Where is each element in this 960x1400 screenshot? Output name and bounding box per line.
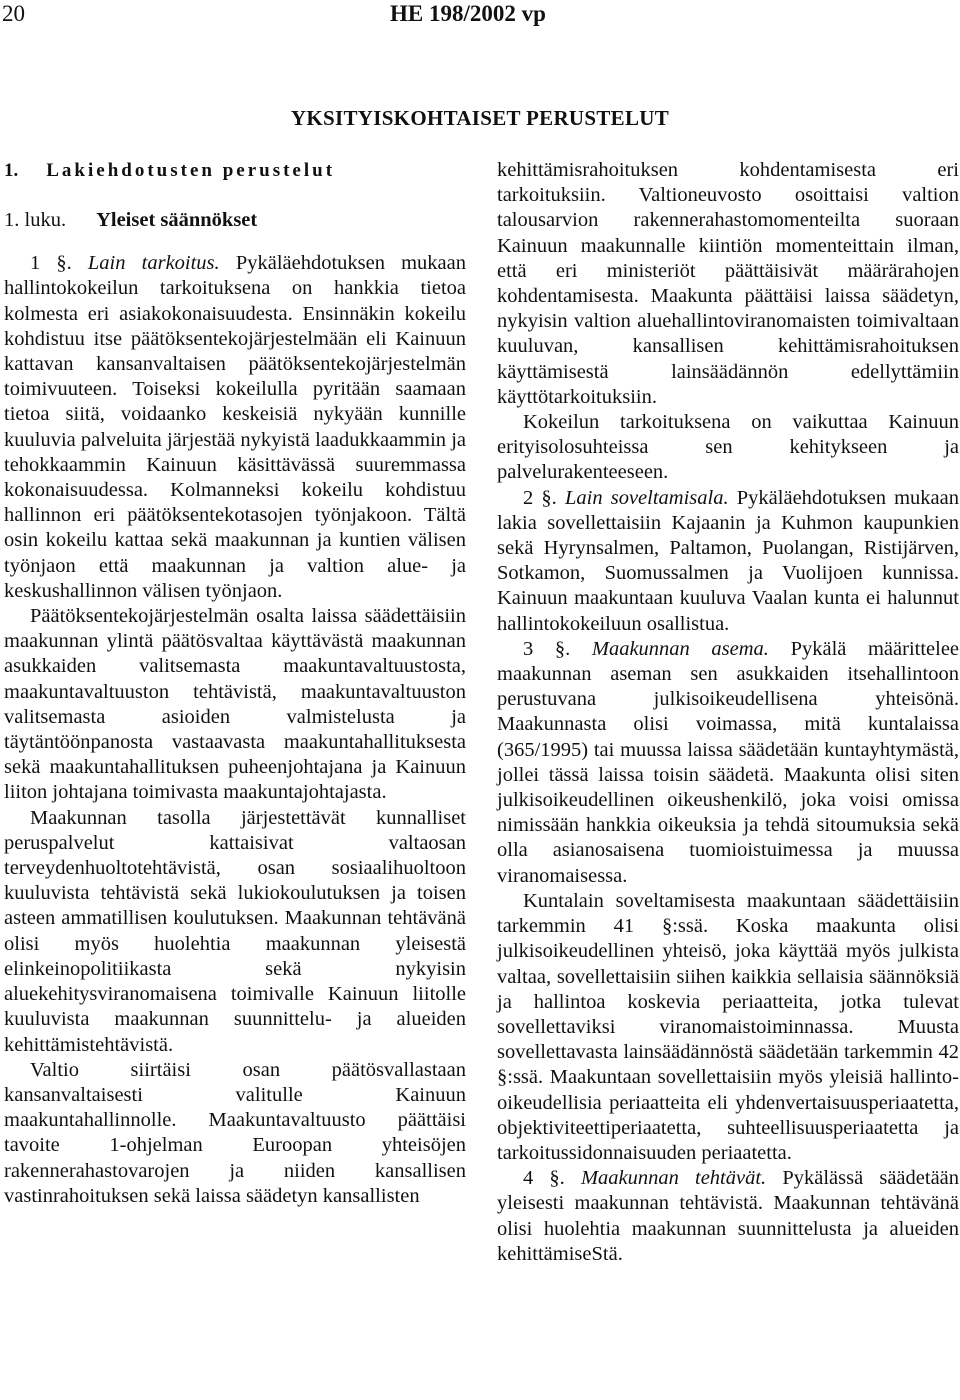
section-title: YKSITYISKOHTAISET PERUSTELUT	[290, 106, 670, 130]
paragraph: Päätöksentekojärjestelmän osalta laissa säädettäisiin maakunnan ylintä päätösvaltaa käyttävästä maakunnan asukkaiden valitsemasta maakuntavaltuustosta, maakuntavaltuuston tehtävistä, maakuntavaltuuston valitsemasta asioiden valmistelusta ja täytäntöönpanosta vastaavasta maakuntahallituksesta sekä maakuntahallituksen puheenjohtajana ja Kainuun liiton johtajana toimivasta maakuntajohtajasta.	[4, 605, 466, 804]
paragraph-section-4	[497, 1166, 959, 1267]
paragraph-text: Pykälässä säädetään yleisesti maakunnan tehtävistä. Maakunnan tehtävänä olisi huolehtia maakunnan suunnittelusta ja alueiden kehittämiseStä.	[497, 1167, 960, 1265]
luku-heading	[4, 208, 466, 233]
paragraph-section-3	[497, 637, 959, 889]
section-title-italic: Lain soveltamisala.	[564, 486, 729, 509]
section-number: 1 §.	[30, 252, 72, 275]
chapter-heading	[4, 158, 466, 183]
section-number: 3 §.	[523, 637, 571, 660]
paragraph-section-2	[497, 486, 959, 637]
document-reference: HE 198/2002 vp	[390, 1, 546, 26]
page-header	[0, 0, 960, 34]
luku-label: 1. luku.	[4, 209, 67, 231]
paragraph: Kokeilun tarkoituksena on vaikuttaa Kainuun erityisolosuhteissa sen kehitykseen ja palvelurakenteeseen.	[497, 411, 959, 484]
left-column	[4, 158, 466, 1209]
section-title-italic: Maakunnan tehtävät.	[580, 1167, 767, 1190]
luku-title: Yleiset säännökset	[96, 209, 258, 231]
chapter-title: Lakiehdotusten perustelut	[46, 160, 336, 181]
section-title-italic: Lain tarkoitus.	[87, 252, 220, 275]
paragraph-text: Pykäläehdotuksen mukaan hallintokokeilun tarkoituksena on hankkia tietoa kolmesta eri asiakokonaisuudesta. Ensinnäkin kokeilu kohdistuu itse päätöksentekojärjestelmään eli Kainuun kattavan kansanvaltaisen päätöksentekojärjestelmän toimivuuteen. Toiseksi kokeilulla pyritään saamaan tietoa siitä, voidaanko keskeisiä nykyään kunnille kuuluvia palveluita järjestää nykyistä laadukkaammin ja tehokkaammin Kainuun käsittävässä suuremmassa kokonaisuudessa. Kolmanneksi kokeilu kohdistuu hallinnon eri päätöksentekotasojen työnjakoon. Tältä osin kokeilu kattaa sekä maakunnan ja kuntien välisen työnjaon että maakunnan ja valtion alue- ja keskushallinnon välisen työnjaon.	[4, 252, 467, 602]
section-title-italic: Maakunnan asema.	[591, 637, 769, 660]
paragraph: Kuntalain soveltamisesta maakuntaan säädettäisiin tarkemmin 41 §:ssä. Koska maakunta olisi julkisoikeudellinen yhteisö, joka käyttää myös julkista valtaa, sovellettaisiin siihen kaikkia sellaisia säännöksiä ja hallintoa koskevia periaatteita, jotka tulevat sovellettaviksi viranomaistoiminnassa. Muusta sovellettavasta lainsäädännöstä säädetään tarkemmin 42 §:ssä. Maakuntaan sovellettaisiin myös yleisiä hallinto-oikeudellisia periaatteita eli yhdenvertaisuusperiaatetta, objektiviteettiperiaatetta, suhteellisuusperiaatetta ja tarkoitussidonnaisuuden periaatetta.	[497, 889, 959, 1164]
paragraph-text: Pykäläehdotuksen mukaan lakia sovellettaisiin Kajaanin ja Kuhmon kaupunkien sekä Hyrynsalmen, Paltamon, Puolangan, Ristijärven, Sotkamon, Suomussalmen ja Vuolijoen kunnissa. Kainuun maakuntaan kuuluva Vaalan kunta ei halunnut hallintokokeiluun osallistua.	[497, 486, 960, 635]
paragraph: Maakunnan tasolla järjestettävät kunnalliset peruspalvelut kattaisivat valtaosan terveydenhuoltotehtävistä, osan sosiaalihuoltoon kuuluvista tehtävistä sekä lukiokoulutuksen ja toisen asteen ammatillisen koulutuksen. Maakunnan tehtävänä olisi myös huolehtia maakunnan yleisestä elinkeinopolitiikasta sekä nykyisin aluekehitysviranomaisena toimivalle Kainuun liitolle kuuluvista maakunnan suunnittelu- ja alueiden kehittämistehtävistä.	[4, 806, 466, 1056]
page-number: 20	[2, 1, 25, 26]
paragraph: Valtio siirtäisi osan päätösvallastaan kansanvaltaisesti valitulle Kainuun maakuntahallinnolle. Maakuntavaltuusto päättäisi tavoite 1-ohjelman Euroopan yhteisöjen rakennerahastovarojen ja niiden kansallisen vastinrahoituksen sekä laissa säädetyn kansallisten	[4, 1058, 466, 1207]
chapter-number: 1.	[4, 160, 19, 181]
right-column	[497, 158, 959, 1267]
paragraph-section-1	[4, 251, 466, 604]
paragraph-text: Pykälä määrittelee maakunnan aseman sen asukkaiden itsehallintoon perustuvana julkisoikeudellisena yhteisönä. Maakunnasta olisi voimassa, mitä kuntalaissa (365/1995) tai muussa laissa säädetään kuntayhtymästä, jollei tässä laissa toisin säädetä. Maakunta olisi siten julkisoikeudellinen oikeushenkilö, joka voisi omissa nimissään hankkia oikeuksia ja tehdä sitoumuksia sekä olla asianosaisena tuomioistuimessa ja muussa viranomaisessa.	[497, 637, 960, 887]
section-number: 2 §.	[523, 486, 557, 509]
paragraph-continued: kehittämisrahoituksen kohdentamisesta eri tarkoituksiin. Valtioneuvosto osoittaisi valtion talousarvion rakennerahastomomenteilta suoraan Kainuun maakunnalle kiintiön momenteittain ilman, että eri ministeriöt päättäisivät määrärahojen kohdentamisesta. Maakunta päättäisi laissa säädetyn, nykyisin valtion aluehallintoviranomaisten toimivaltaan kuuluvan, kansallisen kehittämisrahoituksen käyttämisestä lainsäädännön edellyttämiin käyttötarkoituksiin.	[497, 159, 959, 408]
section-number: 4 §.	[523, 1167, 565, 1190]
